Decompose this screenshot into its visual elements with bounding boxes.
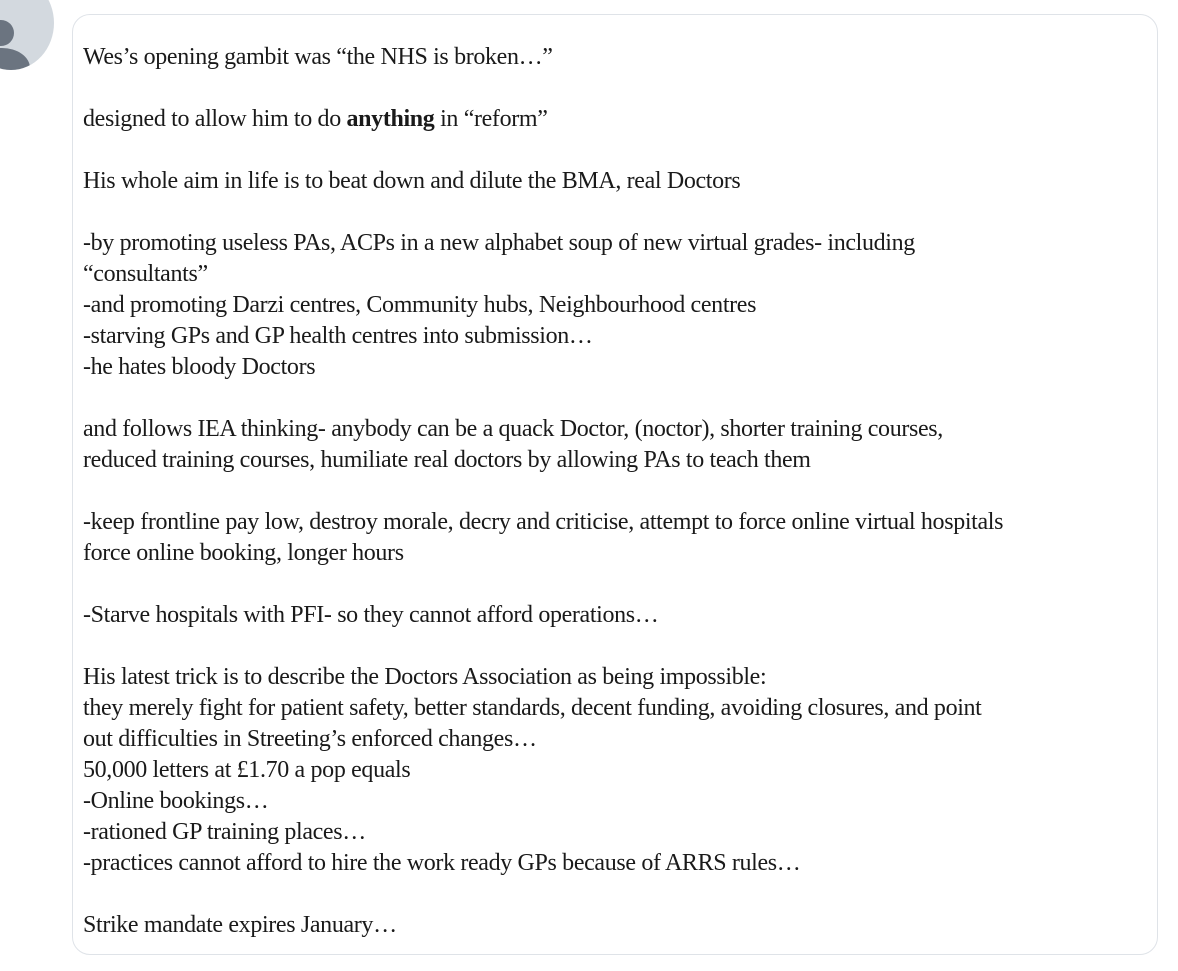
message-line: His latest trick is to describe the Doctors Association as being impossible: bbox=[83, 664, 767, 690]
avatar-head-shape bbox=[0, 20, 14, 46]
avatar-body-shape bbox=[0, 48, 30, 70]
message-line: force online booking, longer hours bbox=[83, 540, 404, 566]
message-line: “consultants” bbox=[83, 261, 208, 287]
message-line: -practices cannot afford to hire the work ready GPs because of ARRS rules… bbox=[83, 850, 801, 876]
message-line bbox=[83, 104, 1163, 135]
message-line: -he hates bloody Doctors bbox=[83, 354, 316, 380]
message-line: -Online bookings… bbox=[83, 788, 269, 814]
message-line: Strike mandate expires January… bbox=[83, 912, 397, 938]
message-line: -keep frontline pay low, destroy morale, decry and criticise, attempt to force online virtual hospitals bbox=[83, 509, 1004, 535]
message-line: -by promoting useless PAs, ACPs in a new alphabet soup of new virtual grades- including bbox=[83, 230, 915, 256]
message-text-span: in “reform” bbox=[434, 106, 548, 132]
message-line: they merely fight for patient safety, better standards, decent funding, avoiding closures, and point bbox=[83, 695, 982, 721]
message-line: His whole aim in life is to beat down and dilute the BMA, real Doctors bbox=[83, 168, 741, 194]
message-line: out difficulties in Streeting’s enforced changes… bbox=[83, 726, 537, 752]
message-line: reduced training courses, humiliate real doctors by allowing PAs to teach them bbox=[83, 447, 811, 473]
message-line: -and promoting Darzi centres, Community hubs, Neighbourhood centres bbox=[83, 292, 757, 318]
message-line: 50,000 letters at £1.70 a pop equals bbox=[83, 757, 411, 783]
message-line: -starving GPs and GP health centres into submission… bbox=[83, 323, 593, 349]
message-line: and follows IEA thinking- anybody can be a quack Doctor, (noctor), shorter training courses, bbox=[83, 416, 943, 442]
message-line: -rationed GP training places… bbox=[83, 819, 366, 845]
message-line: -Starve hospitals with PFI- so they cannot afford operations… bbox=[83, 602, 659, 628]
message-text-span: designed to allow him to do bbox=[83, 106, 347, 132]
avatar[interactable] bbox=[0, 0, 54, 70]
message-text bbox=[83, 42, 1163, 941]
message-bold-text: anything bbox=[346, 106, 435, 132]
message-line: Wes’s opening gambit was “the NHS is broken…” bbox=[83, 44, 553, 70]
